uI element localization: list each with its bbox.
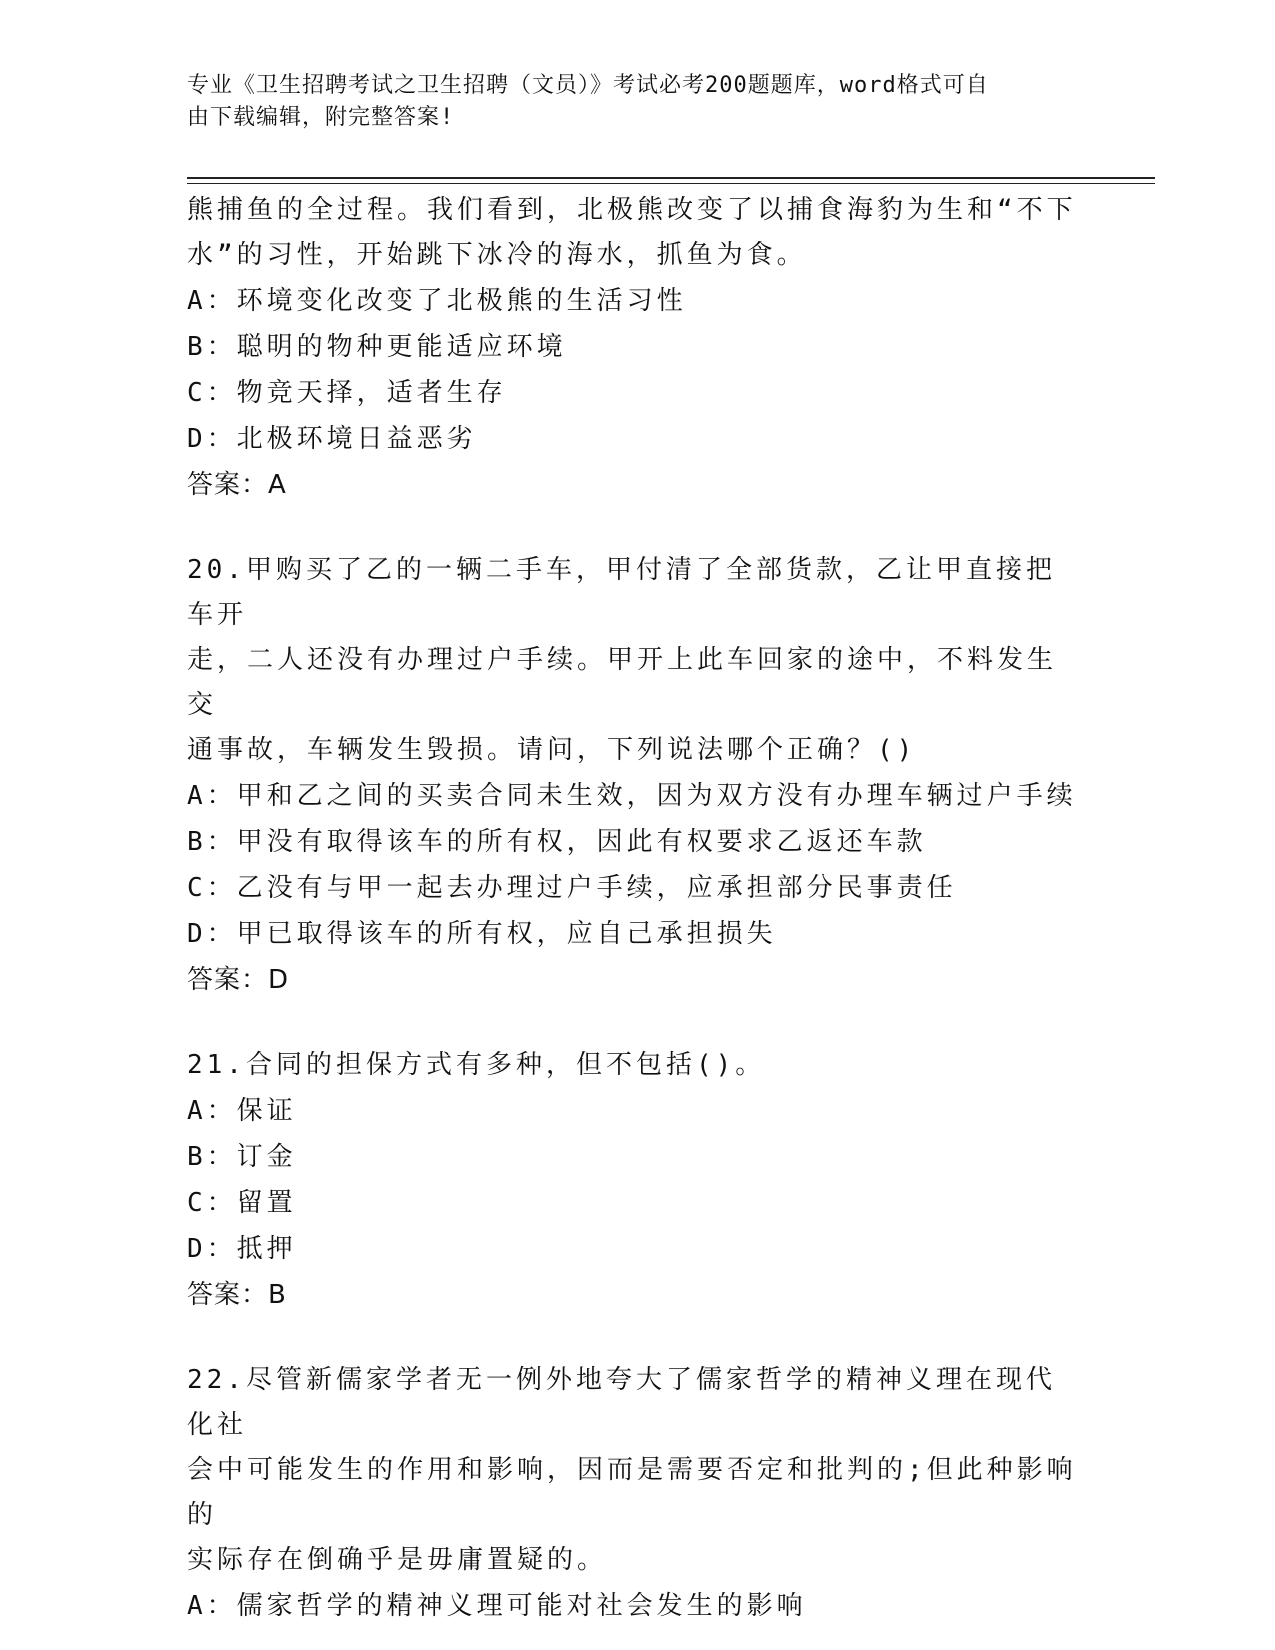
header-divider-thin	[187, 183, 1155, 184]
option-d: D：抵押	[187, 1234, 297, 1264]
option-b: B：甲没有取得该车的所有权，因此有权要求乙返还车款	[187, 827, 927, 857]
option-c: C：乙没有与甲一起去办理过户手续，应承担部分民事责任	[187, 873, 957, 903]
spacer	[187, 508, 1082, 548]
document-header	[187, 70, 1067, 134]
question-22	[187, 1358, 1082, 1629]
option-b: B：订金	[187, 1142, 297, 1172]
question-stem-line: 会中可能发生的作用和影响，因而是需要否定和批判的;但此种影响的	[187, 1455, 1077, 1530]
option-c: C：留置	[187, 1188, 297, 1218]
question-stem-line: 实际存在倒确乎是毋庸置疑的。	[187, 1545, 608, 1575]
question-list	[187, 188, 1082, 1629]
question-21	[187, 1043, 1082, 1318]
answer-label: 答案：B	[187, 1280, 287, 1310]
header-line-1: 专业《卫生招聘考试之卫生招聘（文员）》考试必考200题题库，word格式可自	[187, 73, 989, 98]
question-stem-line: 水”的习性，开始跳下冰冷的海水，抓鱼为食。	[187, 240, 807, 270]
question-stem-line: 走，二人还没有办理过户手续。甲开上此车回家的途中，不料发生交	[187, 645, 1058, 720]
question-stem-line: 熊捕鱼的全过程。我们看到，北极熊改变了以捕食海豹为生和“不下	[187, 195, 1077, 225]
question-20	[187, 548, 1082, 1003]
option-d: D：北极环境日益恶劣	[187, 424, 477, 454]
question-stem-line: 20.甲购买了乙的一辆二手车，甲付清了全部货款，乙让甲直接把车开	[187, 555, 1056, 630]
question-stem-line: 21.合同的担保方式有多种，但不包括()。	[187, 1050, 766, 1080]
option-d: D：甲已取得该车的所有权，应自己承担损失	[187, 919, 777, 949]
option-a: A：保证	[187, 1096, 297, 1126]
header-divider-thick	[187, 177, 1155, 179]
spacer	[187, 1003, 1082, 1043]
spacer	[187, 1318, 1082, 1358]
header-line-2: 由下载编辑，附完整答案!	[187, 105, 455, 130]
option-c: C：物竞天择，适者生存	[187, 378, 507, 408]
question-stem-line: 22.尽管新儒家学者无一例外地夸大了儒家哲学的精神义理在现代化社	[187, 1365, 1056, 1440]
option-a: A：环境变化改变了北极熊的生活习性	[187, 286, 687, 316]
option-b: B：聪明的物种更能适应环境	[187, 332, 567, 362]
answer-label: 答案：A	[187, 470, 287, 500]
question-stem-line: 通事故，车辆发生毁损。请问，下列说法哪个正确？()	[187, 735, 917, 765]
answer-label: 答案：D	[187, 965, 290, 995]
option-a: A：儒家哲学的精神义理可能对社会发生的影响	[187, 1591, 807, 1621]
option-a: A：甲和乙之间的买卖合同未生效，因为双方没有办理车辆过户手续	[187, 781, 1077, 811]
question-19	[187, 188, 1082, 508]
